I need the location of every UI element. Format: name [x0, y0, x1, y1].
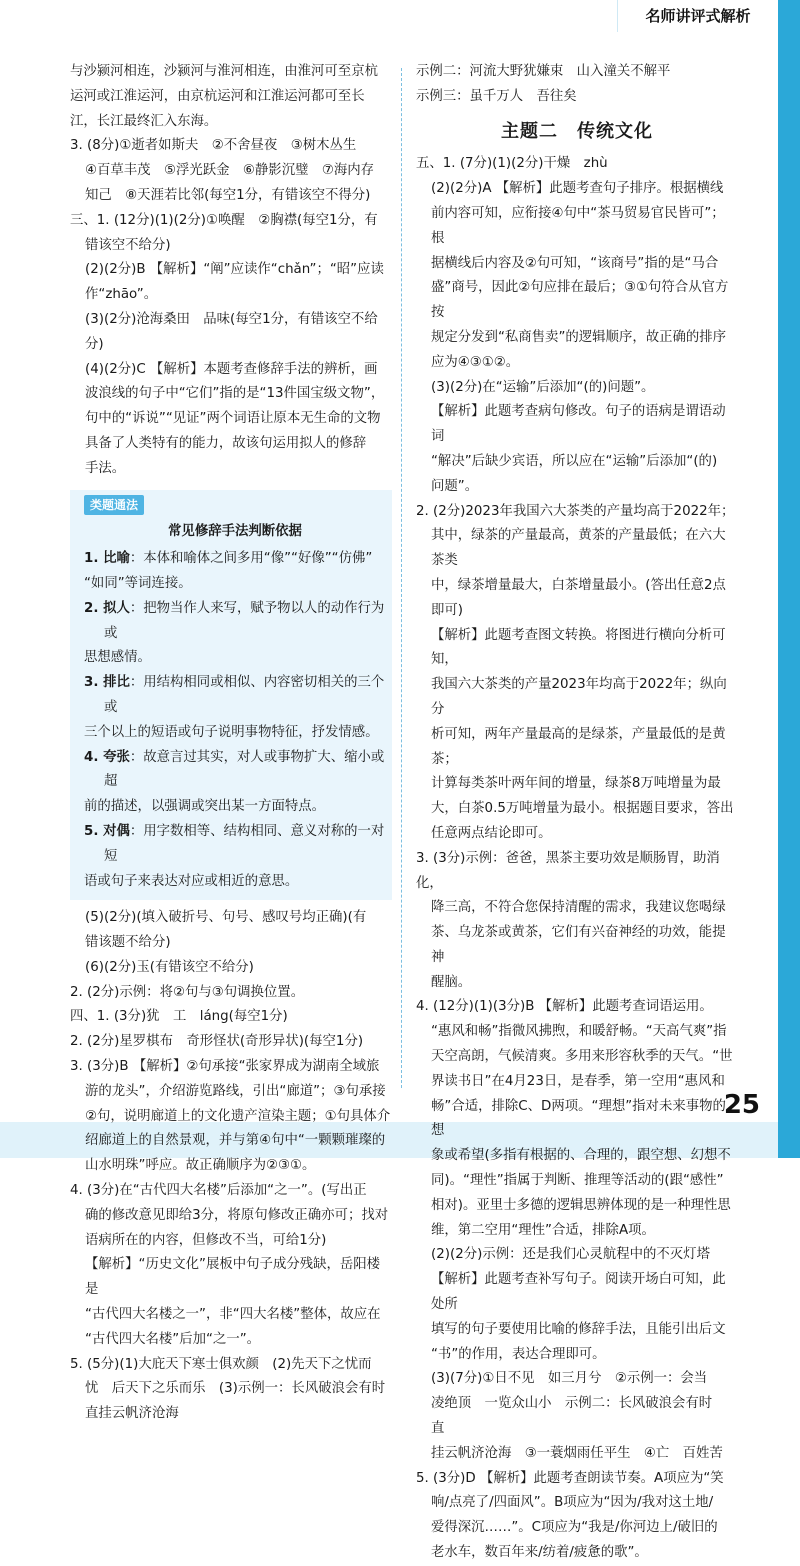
answer-line: 同)。“理性”指属于判断、推理等活动的(跟“感性”	[431, 1173, 724, 1189]
answer-line: 语病所在的内容，但修改不当，可给1分)	[85, 1232, 327, 1248]
method-item-cont: 前的描述，以强调或突出某一方面特点。	[84, 799, 326, 815]
answer-line: 三、1. (12分)(1)(2分)①唤醒 ②胸襟(每空1分，有	[70, 212, 378, 228]
answer-line: ④百草丰茂 ⑤浮光跃金 ⑥静影沉璧 ⑦海内存	[85, 163, 375, 179]
answer-line: 直挂云帆济沧海	[85, 1406, 179, 1422]
answer-line: 据横线后内容及②句可知，“该商号”指的是“马合	[431, 255, 719, 271]
method-item: 3. 排比：用结构相同或相似、内容密切相关的三个或	[84, 675, 385, 715]
answer-line: 爱得深沉……”。C项应为“我是/你河边上/破旧的	[431, 1520, 718, 1536]
answer-line: 2. (2分)示例：将②句与③句调换位置。	[70, 984, 305, 1000]
answer-line: 作“zhāo”。	[85, 287, 158, 303]
answer-line: 凌绝顶 一览众山小 示例二：长风破浪会有时 直	[431, 1396, 726, 1437]
answer-line: 错该题不给分)	[85, 935, 171, 951]
answer-line: “古代四大名楼”后加“之一”。	[85, 1331, 261, 1347]
answer-line: 示例二：河流大野犹嫌束 山入潼关不解平	[416, 64, 671, 79]
method-box	[70, 490, 392, 901]
answer-line: 具备了人类特有的能力，故该句运用拟人的修辞	[85, 435, 367, 451]
answer-line: 4. (12分)(1)(3分)B 【解析】此题考查词语运用。	[416, 999, 713, 1015]
answer-line: (4)(2分)C 【解析】本题考查修辞手法的辨析，画	[85, 361, 378, 377]
method-item: 2. 拟人：把物当作人来写，赋予物以人的动作行为或	[84, 600, 385, 641]
answer-line: 错该空不给分)	[85, 237, 171, 253]
answer-line: 降三高，不符合您保持清醒的需求，我建议您喝绿	[431, 900, 726, 916]
answer-line: 维，第二空用“理性”合适，排除A项。	[431, 1222, 655, 1238]
answer-line: 五、1. (7分)(1)(2分)干燥 zhù	[416, 156, 608, 172]
answer-line: 2. (2分)星罗棋布 奇形怪状(奇形异状)(每空1分)	[70, 1034, 364, 1050]
method-item-cont: 思想感情。	[84, 650, 151, 666]
answer-line: 界读书日”在4月23日，是春季，第一空用“惠风和	[431, 1073, 725, 1089]
answer-line: 填写的句子要使用比喻的修辞手法，且能引出后文	[431, 1321, 726, 1337]
answer-line: 2. (2分)2023年我国六大茶类的产量均高于2022年；	[416, 503, 735, 519]
answer-line: 盛”商号，因此②句应排在最后；③①句符合从官方按	[431, 280, 729, 321]
answer-line: 句中的“诉说”“见证”两个词语让原本无生命的文物	[85, 411, 381, 427]
answer-line: 5. (5分)(1)大庇天下寒士俱欢颜 (2)先天下之忧而	[70, 1356, 372, 1372]
answer-line: 天空高朗，气候清爽。多用来形容秋季的天气。“世	[431, 1049, 733, 1065]
text-line: 运河或江淮运河，由京杭运河和江淮运河都可至长	[70, 88, 365, 104]
answer-line: 计算每类茶叶两年间的增量，绿茶8万吨增量为最	[431, 776, 721, 792]
answer-line: 我国六大茶类的产量2023年均高于2022年；纵向分	[431, 677, 727, 717]
answer-line: 相对)。亚里士多德的逻辑思辨体现的是一种理性思	[431, 1197, 731, 1213]
answer-line: ②句，说明廊道上的文化遗产渲染主题；①句具体介	[85, 1108, 391, 1124]
answer-line: (3)(2分)在“运输”后添加“(的)问题”。	[431, 379, 655, 395]
answer-line: 【解析】此题考查病句修改。句子的语病是谓语动词	[431, 404, 726, 445]
answer-line: (2)(2分)B 【解析】“阐”应读作“chǎn”；“昭”应读	[85, 262, 384, 278]
answer-line: (3)(2分)沧海桑田 品味(每空1分，有错该空不给分)	[85, 311, 378, 352]
answer-line: 【解析】“历史文化”展板中句子成分残缺，岳阳楼是	[85, 1257, 381, 1298]
column-divider	[401, 68, 402, 1088]
answer-line: 醒脑。	[431, 974, 472, 990]
answer-line: 波浪线的句子中“它们”指的是“13件国宝级文物”，	[85, 386, 385, 402]
answer-line: 大，白茶0.5万吨增量为最小。根据题目要求，答出	[431, 801, 734, 817]
page-number: 25	[723, 1090, 760, 1120]
method-item: 1. 比喻：本体和喻体之间多用“像”“好像”“仿佛”	[84, 551, 373, 567]
answer-line: 3. (3分)B 【解析】②句承接“张家界成为湖南全域旅	[70, 1059, 380, 1075]
answer-line: 响/点亮了/四面风”。B项应为“因为/我对这土地/	[431, 1495, 714, 1511]
method-label: 类题通法	[84, 495, 144, 515]
text-line: 江，长江最终汇入东海。	[70, 113, 218, 129]
text-line: 与沙颍河相连，沙颍河与淮河相连，由淮河可至京杭	[70, 64, 378, 79]
answer-line: 中，绿茶增量最大，白茶增量最小。(答出任意2点	[431, 577, 726, 593]
answer-line: 3. (3分)示例：爸爸，黑茶主要功效是顺肠胃，助消化，	[416, 850, 720, 891]
answer-line: 任意两点结论即可。	[431, 825, 552, 841]
answer-line: (2)(2分)A 【解析】此题考查句子排序。根据横线	[431, 181, 724, 197]
answer-line: 3. (8分)①逝者如斯夫 ②不舍昼夜 ③树木丛生	[70, 138, 357, 154]
method-title: 常见修辞手法判断依据	[168, 524, 302, 540]
answer-line: “惠风和畅”指微风拂煦，和暖舒畅。“天高气爽”指	[431, 1024, 727, 1040]
answer-line: 4. (3分)在“古代四大名楼”后添加“之一”。(写出正	[70, 1183, 367, 1199]
section-title: 主题二 传统文化	[501, 120, 653, 142]
method-item: 4. 夸张：故意言过其实，对人或事物扩大、缩小或超	[84, 749, 385, 790]
answer-line: (6)(2分)玉(有错该空不给分)	[85, 959, 254, 975]
answer-line: 应为④③①②。	[431, 354, 520, 370]
answer-line: 【解析】此题考查补写句子。阅读开场白可知，此处所	[431, 1272, 726, 1313]
answer-line: 5. (3分)D 【解析】此题考查朗读节奏。A项应为“笑	[416, 1470, 724, 1486]
answer-line: 绍廊道上的自然景观，并与第④句中“一颗颗璀璨的	[85, 1133, 386, 1149]
method-item-cont: 语或句子来表达对应或相近的意思。	[84, 873, 299, 889]
answer-line: 忧 后天下之乐而乐 (3)示例一：长风破浪会有时	[85, 1381, 386, 1397]
answer-line: 确的修改意见即给3分，将原句修改正确亦可；找对	[85, 1207, 389, 1223]
method-item: 5. 对偶：用字数相等、结构相同、意义对称的一对短	[84, 823, 385, 864]
answer-line: 老水车，数百年来/纺着/疲惫的歌”。	[431, 1545, 648, 1561]
answer-line: 规定分发到“私商售卖”的逻辑顺序，故正确的排序	[431, 329, 727, 345]
answer-line: “古代四大名楼之一”，非“四大名楼”整体，故应在	[85, 1307, 381, 1323]
answer-line: (3)(7分)①日不见 如三月兮 ②示例一：会当	[431, 1371, 708, 1387]
left-column	[70, 60, 392, 1427]
header-title: 名师讲评式解析	[617, 0, 778, 32]
answer-line: (5)(2分)(填入破折号、句号、感叹号均正确)(有	[85, 910, 367, 926]
answer-line: 知己 ⑧天涯若比邻(每空1分，有错该空不得分)	[85, 187, 371, 203]
answer-line: 前内容可知，应衔接④句中“茶马贸易官民皆可”；根	[431, 205, 725, 246]
method-item-cont: 三个以上的短语或句子说明事物特征，抒发情感。	[84, 724, 379, 740]
answer-line: (2)(2分)示例：还是我们心灵航程中的不灭灯塔	[431, 1247, 710, 1263]
answer-line: 手法。	[85, 460, 126, 476]
answer-line: 析可知，两年产量最高的是绿茶，产量最低的是黄茶；	[431, 726, 726, 767]
answer-line: 示例三：虽千万人 吾往矣	[416, 88, 577, 104]
answer-line: 其中，绿茶的产量最高，黄茶的产量最低；在六大茶类	[431, 528, 726, 569]
answer-line: 四、1. (3分)犹 工 láng(每空1分)	[70, 1009, 288, 1025]
page-edge-band	[778, 0, 800, 1158]
answer-line: 问题”。	[431, 478, 479, 494]
answer-line: 象或希望(多指有根据的、合理的，跟空想、幻想不	[431, 1148, 731, 1164]
answer-line: 即可)	[431, 602, 464, 618]
answer-line: 畅”合适，排除C、D两项。“理想”指对未来事物的想	[431, 1098, 726, 1139]
answer-line: 茶、乌龙茶或黄茶，它们有兴奋神经的功效，能提神	[431, 925, 726, 965]
answer-line: “书”的作用，表达合理即可。	[431, 1346, 606, 1362]
answer-line: 游的龙头”，介绍游览路线，引出“廊道”；③句承接	[85, 1083, 386, 1099]
method-item-cont: “如同”等词连接。	[84, 575, 192, 591]
right-column	[416, 60, 738, 1566]
answer-line: 山水明珠”呼应。故正确顺序为②③①。	[85, 1158, 316, 1174]
answer-line: 挂云帆济沧海 ③一蓑烟雨任平生 ④亡 百姓苦	[431, 1445, 723, 1461]
answer-line: “解决”后缺少宾语，所以应在“运输”后添加“(的)	[431, 453, 718, 469]
answer-line: 【解析】此题考查图文转换。将图进行横向分析可知，	[431, 627, 726, 668]
